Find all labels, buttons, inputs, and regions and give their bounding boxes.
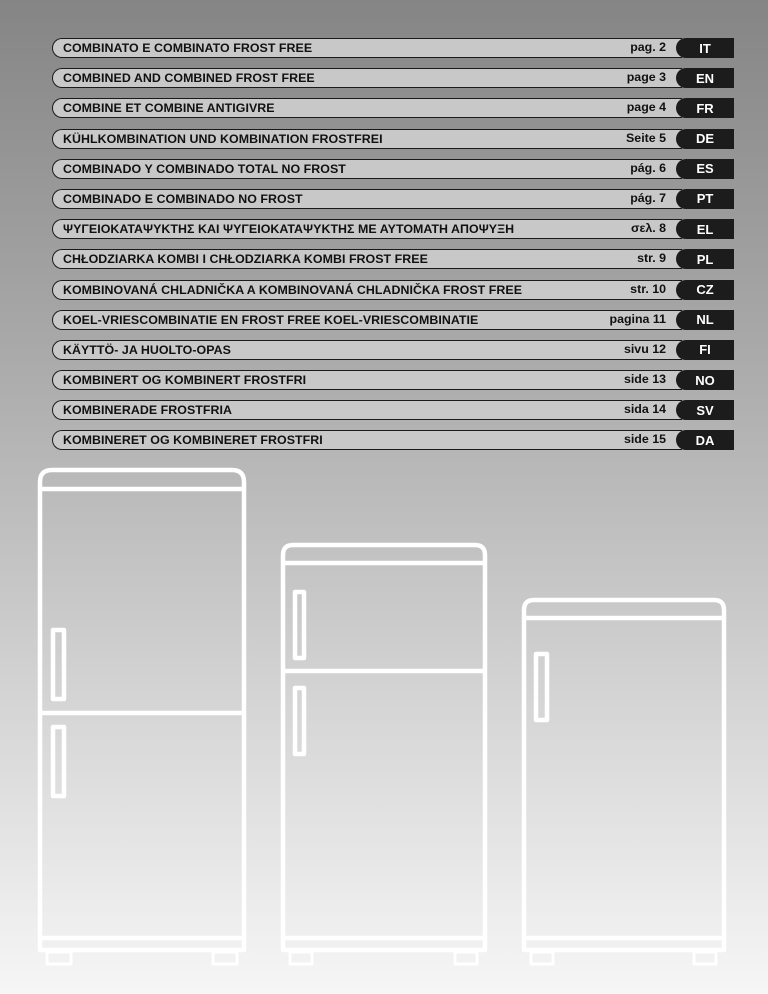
lang-tab[interactable]: FR (676, 98, 734, 118)
toc-title: CHŁODZIARKA KOMBI I CHŁODZIARKA KOMBI FROST FREE (63, 252, 428, 267)
lang-tab[interactable]: DE (676, 129, 734, 149)
toc-title: KOEL-VRIESCOMBINATIE EN FROST FREE KOEL-VRIESCOMBINATIE (63, 312, 479, 327)
toc-page: Seite 5 (626, 130, 666, 145)
toc-title: COMBINE ET COMBINE ANTIGIVRE (63, 101, 275, 116)
lang-tab[interactable]: NL (676, 310, 734, 330)
fridge-single-door-icon (524, 600, 724, 964)
toc-page: str. 9 (637, 251, 666, 266)
toc-page: sida 14 (623, 402, 666, 417)
toc-page: pagina 11 (609, 311, 666, 326)
fridge-freezer-medium-icon (283, 545, 485, 964)
lang-tab[interactable]: FI (676, 340, 734, 360)
toc-title: COMBINADO E COMBINADO NO FROST (63, 191, 303, 206)
toc-page: page 4 (626, 100, 666, 115)
lang-tab[interactable]: CZ (676, 280, 734, 300)
lang-tab[interactable]: PL (676, 249, 734, 269)
toc-page: σελ. 8 (630, 221, 666, 236)
toc-page: side 15 (623, 432, 666, 447)
toc-title: KOMBINERT OG KOMBINERT FROSTFRI (63, 373, 307, 388)
toc-title: KOMBINOVANÁ CHLADNIČKA A KOMBINOVANÁ CHLADNIČKA FROST FREE (63, 282, 523, 297)
toc-title: COMBINADO Y COMBINADO TOTAL NO FROST (63, 161, 346, 176)
lang-tab[interactable]: DA (676, 430, 734, 450)
toc-title: KOMBINERET OG KOMBINERET FROSTFRI (63, 433, 323, 448)
lang-tab[interactable]: EL (676, 219, 734, 239)
toc-page: side 13 (623, 372, 666, 387)
toc-title: COMBINED AND COMBINED FROST FREE (63, 71, 315, 86)
toc-page: pag. 2 (630, 40, 666, 54)
toc-page: str. 10 (630, 281, 666, 296)
lang-tab[interactable]: ES (676, 159, 734, 179)
lang-tab[interactable]: EN (676, 68, 734, 88)
lang-tab[interactable]: IT (676, 38, 734, 58)
toc-title: COMBINATO E COMBINATO FROST FREE (63, 41, 313, 55)
toc-page: sivu 12 (623, 341, 666, 356)
lang-tab[interactable]: PT (676, 189, 734, 209)
toc-page: page 3 (626, 70, 666, 85)
toc-title: KÄYTTÖ- JA HUOLTO-OPAS (63, 342, 231, 357)
toc-title: KÜHLKOMBINATION UND KOMBINATION FROSTFREI (63, 131, 383, 146)
fridge-freezer-tall-icon (40, 470, 244, 964)
toc-title: ΨΥΓΕΙΟΚΑΤΑΨΥΚΤΗΣ ΚΑΙ ΨΥΓΕΙΟΚΑΤΑΨΥΚΤΗΣ ΜΕ ΑΥΤΟΜΑΤΗ ΑΠΟΨΥΞΗ (63, 222, 515, 237)
toc-title: KOMBINERADE FROSTFRIA (63, 403, 233, 418)
toc-page: pág. 6 (630, 160, 666, 175)
lang-tab[interactable]: NO (676, 370, 734, 390)
toc-page: pág. 7 (630, 190, 666, 205)
lang-tab[interactable]: SV (676, 400, 734, 420)
